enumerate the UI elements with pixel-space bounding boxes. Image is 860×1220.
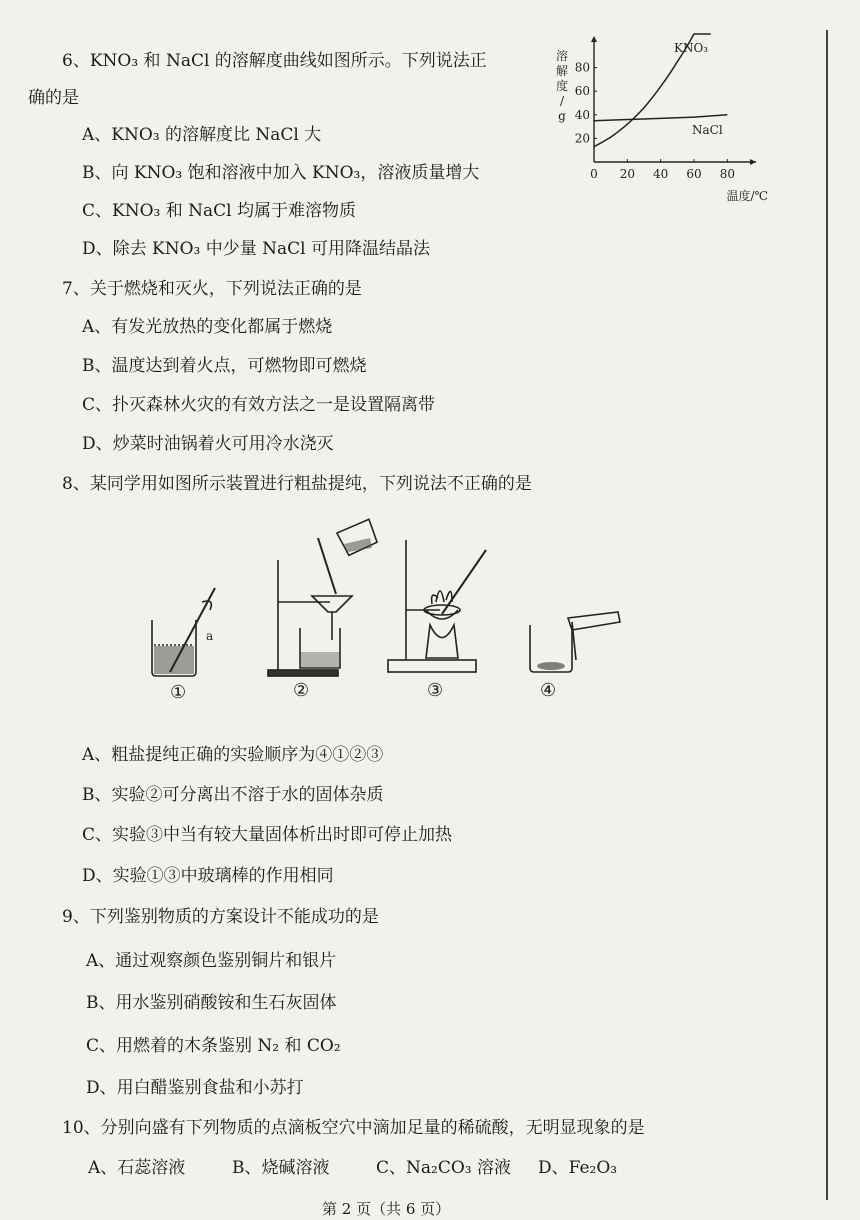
apparatus-pouring: [530, 612, 620, 672]
fig-label-3: ③: [427, 680, 444, 701]
q10-option-d: D、Fe₂O₃: [538, 1158, 618, 1178]
q6-option-a: A、KNO₃ 的溶解度比 NaCl 大: [82, 125, 322, 145]
q8-option-b: B、实验②可分离出不溶于水的固体杂质: [82, 785, 384, 805]
q7-option-a: A、有发光放热的变化都属于燃烧: [82, 317, 333, 337]
chart-series-label-nacl: NaCl: [692, 123, 723, 137]
fig-label-2: ②: [293, 680, 310, 701]
q8-option-d: D、实验①③中玻璃棒的作用相同: [82, 866, 334, 886]
q7-stem: 7、关于燃烧和灭火，下列说法正确的是: [62, 279, 362, 299]
q9-option-b: B、用水鉴别硝酸铵和生石灰固体: [86, 993, 337, 1013]
q8-option-c: C、实验③中当有较大量固体析出时即可停止加热: [82, 825, 453, 845]
q7-option-d: D、炒菜时油锅着火可用冷水浇灭: [82, 434, 334, 454]
chart-xlabel: 温度/℃: [726, 189, 768, 203]
q10-stem: 10、分别向盛有下列物质的点滴板空穴中滴加足量的稀硫酸，无明显现象的是: [62, 1118, 645, 1138]
chart-ylabel-char: g: [558, 109, 566, 123]
page-footer: 第 2 页（共 6 页）: [322, 1200, 451, 1218]
chart-ylabel-char: 度: [555, 79, 569, 93]
q10-option-c: C、Na₂CO₃ 溶液: [376, 1158, 511, 1178]
q10-option-a: A、石蕊溶液: [88, 1158, 186, 1178]
glass-rod-label: a: [206, 629, 214, 643]
q7-option-c: C、扑灭森林火灾的有效方法之一是设置隔离带: [82, 395, 436, 415]
apparatus-filtering: [268, 519, 378, 676]
chart-ylabel-char: 溶: [555, 49, 569, 63]
chart-series-label-kno3: KNO₃: [674, 41, 709, 55]
apparatus-dissolving: [152, 588, 215, 676]
chart-ylabel-char: /: [559, 94, 565, 108]
chart-x-tick-label: 60: [686, 167, 702, 181]
chart-y-tick-label: 80: [574, 60, 590, 75]
q9-option-c: C、用燃着的木条鉴别 N₂ 和 CO₂: [86, 1036, 341, 1056]
q8-option-a: A、粗盐提纯正确的实验顺序为④①②③: [82, 745, 384, 765]
fig-label-1: ①: [170, 682, 187, 703]
q6-option-c: C、KNO₃ 和 NaCl 均属于难溶物质: [82, 201, 357, 221]
chart-y-tick-label: 60: [574, 84, 590, 99]
q8-stem: 8、某同学用如图所示装置进行粗盐提纯，下列说法不正确的是: [62, 474, 532, 494]
q6-option-b: B、向 KNO₃ 饱和溶液中加入 KNO₃，溶液质量增大: [82, 163, 480, 183]
chart-ylabel-char: 解: [555, 64, 569, 78]
q10-option-b: B、烧碱溶液: [232, 1158, 330, 1178]
chart-series-line-nacl: [594, 115, 727, 121]
chart-x-tick-label: 0: [590, 167, 598, 181]
chart-y-arrow: [591, 36, 597, 42]
chart-x-tick-label: 40: [653, 167, 669, 181]
q6-stem-line1: 6、KNO₃ 和 NaCl 的溶解度曲线如图所示。下列说法正: [62, 51, 487, 71]
chart-x-tick-label: 20: [619, 167, 635, 181]
apparatus-figure: [140, 510, 640, 710]
page-margin-rule: [826, 30, 828, 1200]
fig-label-4: ④: [540, 680, 557, 701]
q7-option-b: B、温度达到着火点，可燃物即可燃烧: [82, 356, 367, 376]
chart-x-tick-label: 80: [719, 167, 735, 181]
chart-y-tick-label: 20: [574, 131, 590, 146]
chart-x-arrow: [750, 159, 756, 165]
q9-option-d: D、用白醋鉴别食盐和小苏打: [86, 1078, 304, 1098]
apparatus-evaporating: [388, 540, 486, 672]
q9-option-a: A、通过观察颜色鉴别铜片和银片: [86, 951, 337, 971]
q6-stem-line2: 确的是: [28, 88, 79, 108]
chart-y-tick-label: 40: [574, 107, 590, 122]
solubility-chart: [540, 30, 770, 210]
q6-option-d: D、除去 KNO₃ 中少量 NaCl 可用降温结晶法: [82, 239, 431, 259]
q9-stem: 9、下列鉴别物质的方案设计不能成功的是: [62, 907, 379, 927]
